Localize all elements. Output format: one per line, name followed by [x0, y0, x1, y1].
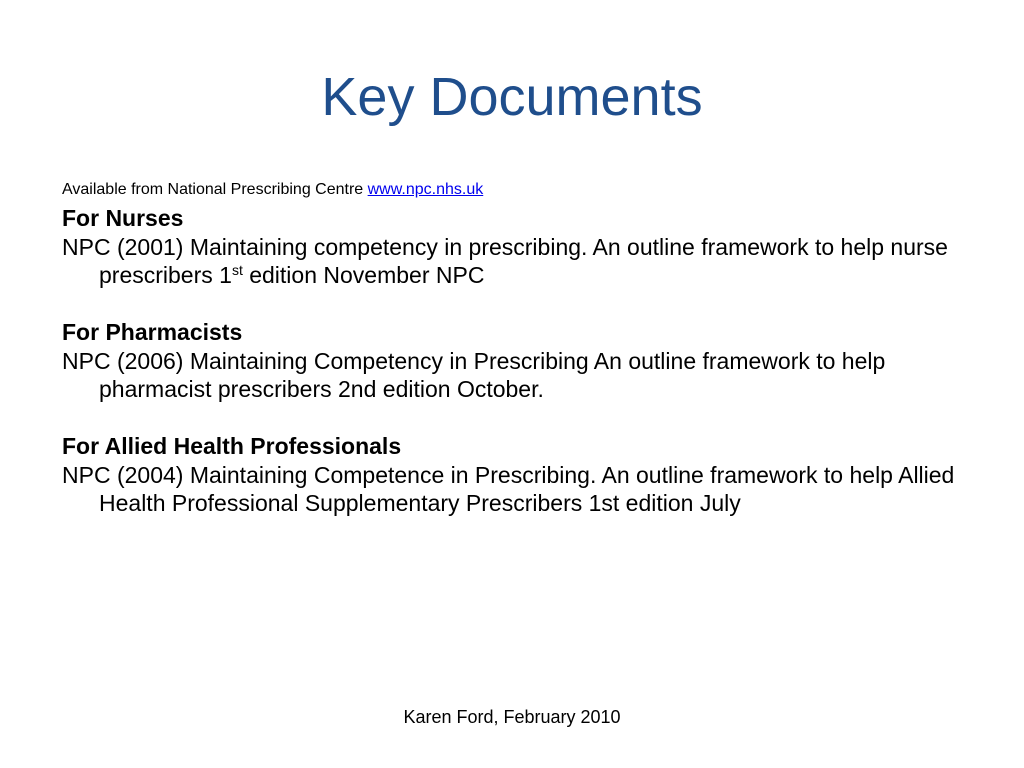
- slide-title: Key Documents: [321, 67, 703, 127]
- section-heading-allied-health: For Allied Health Professionals: [62, 433, 402, 459]
- section-spacer: [62, 403, 962, 429]
- intro-line: [62, 179, 962, 201]
- slide-footer: Karen Ford, February 2010: [403, 707, 621, 727]
- document-entry-allied-health: NPC (2004) Maintaining Competence in Prescribing. An outline framework to help Allied Health Professional Supplementary Prescribers 1st edition July: [62, 462, 955, 516]
- intro-text: Available from National Prescribing Centre: [62, 181, 368, 198]
- slide-body: [62, 179, 962, 517]
- section-heading-pharmacists: For Pharmacists: [62, 319, 243, 345]
- section-spacer: [62, 289, 962, 315]
- npc-website-link[interactable]: www.npc.nhs.uk: [367, 181, 484, 198]
- section-heading-nurses: For Nurses: [62, 205, 184, 231]
- entry-text-end: edition November NPC: [242, 262, 485, 288]
- document-entry-pharmacists: NPC (2006) Maintaining Competency in Prescribing An outline framework to help pharmacist prescribers 2nd edition October.: [62, 348, 886, 402]
- document-entry-nurses: [62, 233, 962, 289]
- ordinal-suffix: st: [231, 262, 243, 278]
- entry-text: NPC (2001) Maintaining competency in prescribing. An outline framework to help nurse prescribers 1: [62, 234, 948, 288]
